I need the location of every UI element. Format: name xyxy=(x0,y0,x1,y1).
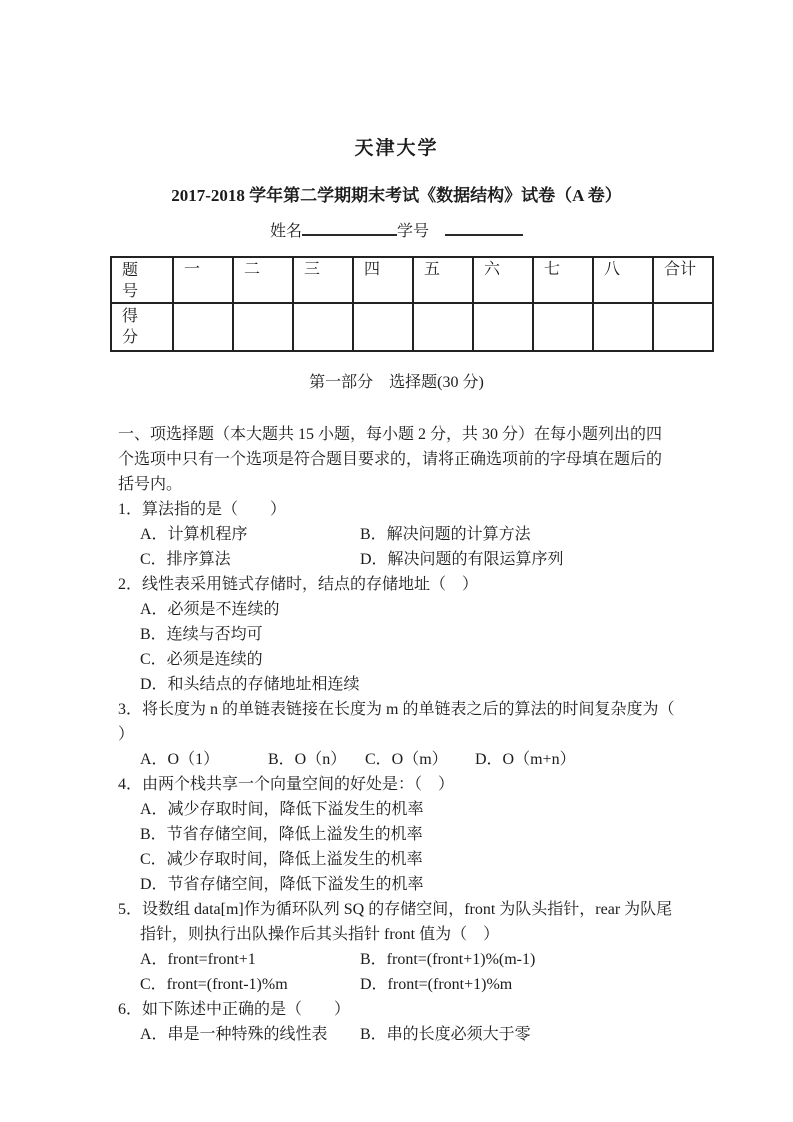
score-table-wrap xyxy=(110,256,793,352)
score-cell xyxy=(413,303,473,351)
exam-title: 2017-2018 学年第二学期期末考试《数据结构》试卷（A 卷） xyxy=(171,186,622,205)
part-title: 第一部分 选择题(30 分) xyxy=(309,374,484,391)
option-d: D．O（m+n） xyxy=(475,751,576,768)
instruction-line: 个选项中只有一个选项是符合题目要求的，请将正确选项前的字母填在题后的 xyxy=(118,451,663,468)
question-stem: 3．将长度为 n 的单链表链接在长度为 m 的单链表之后的算法的时间复杂度为（ xyxy=(118,701,675,718)
score-col-header: 合计 xyxy=(653,257,713,303)
page-header xyxy=(0,0,793,243)
question-stem: 2．线性表采用链式存储时，结点的存储地址（ ） xyxy=(118,576,479,593)
option-b: B．front=(front+1)%(m-1) xyxy=(360,951,536,968)
option-row xyxy=(118,1022,700,1047)
option-row xyxy=(118,522,700,547)
score-col-header: 三 xyxy=(293,257,353,303)
score-cell xyxy=(653,303,713,351)
option-a: A．front=front+1 xyxy=(140,951,256,968)
option-row xyxy=(118,947,700,972)
question-2 xyxy=(118,572,700,697)
score-cell xyxy=(233,303,293,351)
student-id-label: 学号 xyxy=(397,223,430,240)
score-row xyxy=(111,303,713,351)
score-cell xyxy=(533,303,593,351)
question-stem: 1．算法指的是（ ） xyxy=(118,501,287,518)
question-number-row xyxy=(111,257,713,303)
score-cell xyxy=(293,303,353,351)
option-a: A．计算机程序 xyxy=(140,526,248,543)
score-col-header: 二 xyxy=(233,257,293,303)
question-1 xyxy=(118,497,700,572)
question-stem-continued: ） xyxy=(118,726,135,743)
score-col-header: 四 xyxy=(353,257,413,303)
option-b: B．连续与否均可 xyxy=(140,626,263,643)
option-row xyxy=(118,747,700,772)
question-6 xyxy=(118,997,700,1047)
option-d: D．和头结点的存储地址相连续 xyxy=(140,676,360,693)
score-header-cell: 得分 xyxy=(111,303,173,351)
student-id-blank xyxy=(445,219,523,236)
score-cell xyxy=(593,303,653,351)
option-a: A．串是一种特殊的线性表 xyxy=(140,1026,328,1043)
selection-instruction xyxy=(118,422,700,497)
name-blank xyxy=(302,219,397,236)
score-col-header: 八 xyxy=(593,257,653,303)
option-d: D．节省存储空间，降低下溢发生的机率 xyxy=(140,876,424,893)
university-title: 天津大学 xyxy=(354,138,439,159)
score-cell xyxy=(173,303,233,351)
score-col-header: 七 xyxy=(533,257,593,303)
name-label: 姓名 xyxy=(269,223,302,240)
option-a: A．O（1） xyxy=(140,751,220,768)
option-b: B．节省存储空间，降低上溢发生的机率 xyxy=(140,826,423,843)
question-4 xyxy=(118,772,700,897)
question-stem: 4．由两个栈共享一个向量空间的好处是：（ ） xyxy=(118,776,455,793)
question-5 xyxy=(118,897,700,997)
question-stem: 6．如下陈述中正确的是（ ） xyxy=(118,1001,351,1018)
option-b: B．解决问题的计算方法 xyxy=(360,526,531,543)
score-table xyxy=(110,256,714,352)
instruction-line: 括号内。 xyxy=(118,476,183,493)
question-list xyxy=(118,497,700,1047)
option-c: C．减少存取时间，降低上溢发生的机率 xyxy=(140,851,423,868)
option-c: C．排序算法 xyxy=(140,551,231,568)
option-b: B．O（n） xyxy=(268,751,347,768)
score-col-header: 五 xyxy=(413,257,473,303)
score-cell xyxy=(473,303,533,351)
score-col-header: 六 xyxy=(473,257,533,303)
question-number-header-cell: 题号 xyxy=(111,257,173,303)
name-id-line xyxy=(0,219,793,243)
option-row xyxy=(118,547,700,572)
score-col-header: 一 xyxy=(173,257,233,303)
option-a: A．必须是不连续的 xyxy=(140,601,280,618)
option-row xyxy=(118,972,700,997)
score-cell xyxy=(353,303,413,351)
option-a: A．减少存取时间，降低下溢发生的机率 xyxy=(140,801,424,818)
question-3 xyxy=(118,697,700,772)
option-b: B．串的长度必须大于零 xyxy=(360,1026,531,1043)
question-stem-continued: 指针，则执行出队操作后其头指针 front 值为（ ） xyxy=(140,926,500,943)
option-c: C．O（m） xyxy=(365,751,448,768)
option-d: D．解决问题的有限运算序列 xyxy=(360,551,564,568)
option-c: C．必须是连续的 xyxy=(140,651,263,668)
option-d: D．front=(front+1)%m xyxy=(360,976,513,993)
question-stem: 5．设数组 data[m]作为循环队列 SQ 的存储空间，front 为队头指针，rear 为队尾 xyxy=(118,901,673,918)
instruction-line: 一、项选择题（本大题共 15 小题，每小题 2 分，共 30 分）在每小题列出的四 xyxy=(118,426,663,443)
option-c: C．front=(front-1)%m xyxy=(140,976,288,993)
